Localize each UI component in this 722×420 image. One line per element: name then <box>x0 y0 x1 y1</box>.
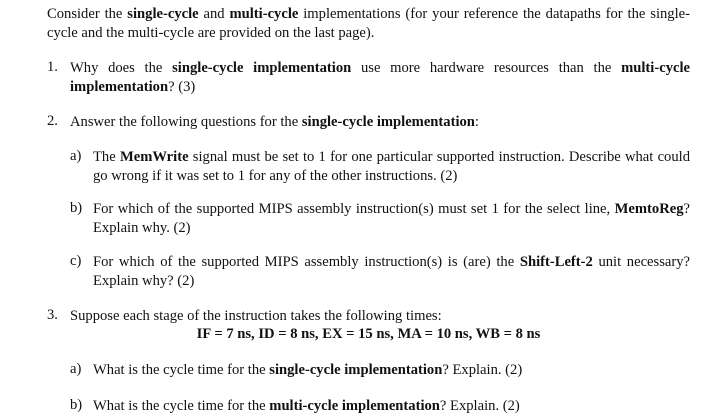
subquestion-text: The MemWrite signal must be set to 1 for one particular supported instruction. Describe what could go wrong if it was set to 1 for any of the other instructions. (2) <box>93 149 691 184</box>
question-number: 1. <box>47 59 58 75</box>
subquestion-label: b) <box>70 397 83 413</box>
intro-paragraph: Consider the single-cycle and multi-cycle implementations (for your reference the datapaths for the single-cycle and the multi-cycle are provided on the last page). <box>47 6 690 41</box>
subquestion-label: a) <box>70 148 82 164</box>
question-text: Suppose each stage of the instruction takes the following times: <box>70 308 442 324</box>
subquestion-label: c) <box>70 253 82 269</box>
subquestion-text: For which of the supported MIPS assembly instruction(s) must set 1 for the select line, MemtoReg? Explain why. (2) <box>93 201 690 236</box>
subquestion-text: What is the cycle time for the multi-cycle implementation? Explain. (2) <box>93 398 520 414</box>
subquestion-text: What is the cycle time for the single-cycle implementation? Explain. (2) <box>93 362 523 378</box>
subquestion-text: For which of the supported MIPS assembly instruction(s) is (are) the Shift-Left-2 unit necessary? Explain why? (2) <box>93 254 690 289</box>
subquestion-label: b) <box>70 200 83 216</box>
question-text: Answer the following questions for the single-cycle implementation: <box>70 114 479 130</box>
question-text: Why does the single-cycle implementation use more hardware resources than the multi-cycle implementation? (3) <box>70 60 690 95</box>
stage-times: IF = 7 ns, ID = 8 ns, EX = 15 ns, MA = 10 ns, WB = 8 ns <box>196 326 541 342</box>
question-number: 3. <box>47 307 58 323</box>
question-number: 2. <box>47 113 58 129</box>
subquestion-label: a) <box>70 361 82 377</box>
